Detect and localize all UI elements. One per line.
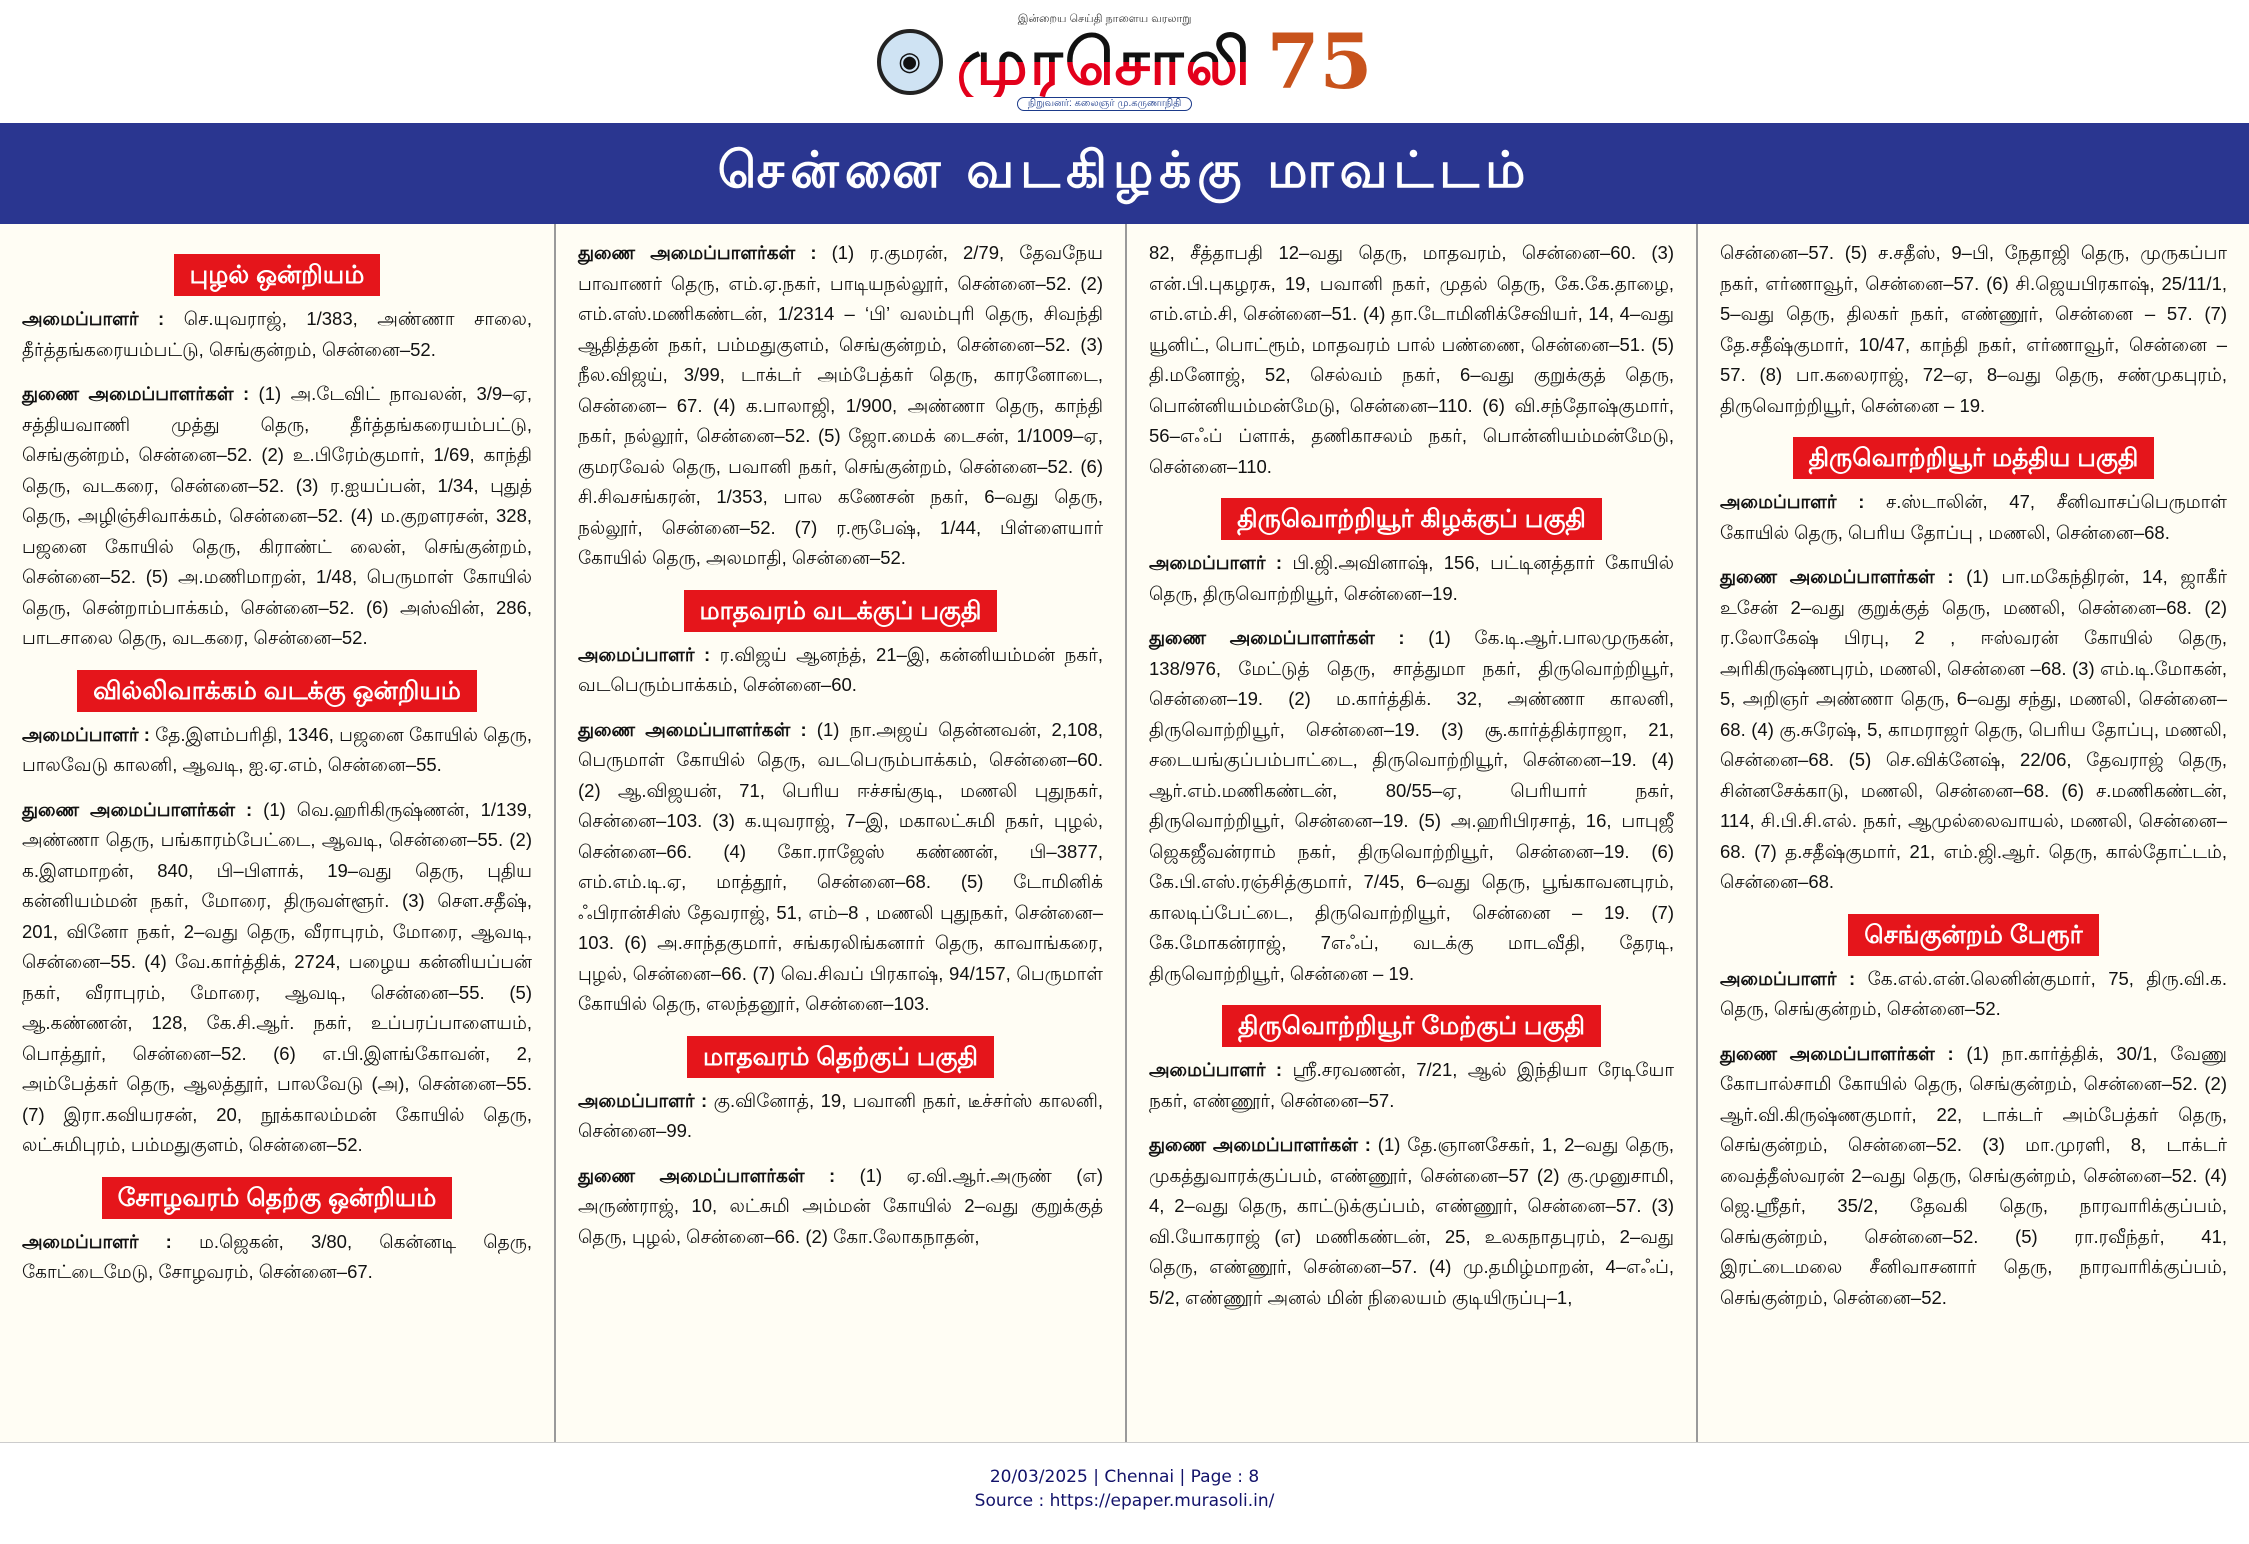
- section-heading: [22, 670, 532, 712]
- appointee-details: சென்னை–57. (5) ச.சதீஸ், 9–பி, நேதாஜி தெரு, முருகப்பா நகர், எர்ணாவூர், சென்னை–57. (6) சி.ஜெயபிரகாஷ், 25/11/1, 5–வது தெரு, திலகர் நகர், எண்ணூர், சென்னை – 57. (7) தே.சதீஷ்குமார், 10/47, காந்தி நகர், எர்ணாவூர், சென்னை – 57. (8) பா.கலைராஜ், 72–ஏ, 8–வது தெரு, சண்முகபுரம், திருவொற்றியூர், சென்னை – 19.: [1720, 242, 2227, 416]
- role-label: துணை அமைப்பாளர்கள் :: [578, 718, 807, 740]
- appointee-details: ம.ஜெகன், 3/80, கென்னடி தெரு, கோட்டைமேடு, சோழவரம், சென்னை–67.: [22, 1230, 533, 1282]
- section-heading: [22, 1177, 532, 1219]
- appointee-paragraph: [22, 720, 532, 781]
- appointee-paragraph: [1149, 548, 1674, 609]
- role-label: துணை அமைப்பாளர்கள் :: [578, 1164, 836, 1186]
- appointee-paragraph: [1720, 964, 2227, 1025]
- role-label: அமைப்பாளர் :: [578, 643, 711, 665]
- article-body: [0, 224, 2249, 1443]
- section-heading: [1149, 1005, 1674, 1047]
- section-heading: [1720, 437, 2227, 479]
- section-heading: [578, 1036, 1103, 1078]
- appointee-paragraph: [22, 304, 532, 365]
- section-heading-text: திருவொற்றியூர் மேற்குப் பகுதி: [1222, 1005, 1601, 1047]
- column-3: [1127, 224, 1698, 1442]
- district-banner: [0, 123, 2249, 224]
- appointee-details: (1) ர.குமரன், 2/79, தேவநேய பாவாணர் தெரு, எம்.ஏ.நகர், பாடியநல்லூர், சென்னை–52. (2) எம்.எஸ்.மணிகண்டன், 1/2314 – ‘பி’ வலம்புரி தெரு, சிவந்தி ஆதித்தன் நகர், பம்மதுகுளம், செங்குன்றம், சென்னை–52. (3) நீல.விஜய், 3/99, டாக்டர் அம்பேத்கர் தெரு, காரனோடை, சென்னை– 67. (4) க.பாலாஜி, 1/900, அண்ணா தெரு, காந்தி நகர், நல்லூர், சென்னை–52. (5) ஜோ.மைக் டைசன், 1/1009–ஏ, குமரவேல் தெரு, பவானி நகர், செங்குன்றம், சென்னை–52. (6) சி.சிவசங்கரன், 1/353, பால கணேசன் நகர், 6–வது தெரு, நல்லூர், சென்னை–52. (7) ர.ரூபேஷ், 1/44, பிள்ளையார் கோயில் தெரு, அலமாதி, சென்னை–52.: [578, 242, 1103, 568]
- anniversary-75-emblem: 75: [1266, 16, 1373, 106]
- appointee-details: கே.எல்.என்.லெனின்குமார், 75, திரு.வி.க. தெரு, செங்குன்றம், சென்னை–52.: [1720, 967, 2227, 1019]
- section-heading: [578, 590, 1103, 632]
- appointee-details: செ.யுவராஜ், 1/383, அண்ணா சாலை, தீர்த்தங்கரையம்பட்டு, செங்குன்றம், சென்னை–52.: [22, 308, 533, 360]
- appointee-details: ர.விஜய் ஆனந்த், 21–இ, கன்னியம்மன் நகர், வடபெரும்பாக்கம், சென்னை–60.: [578, 643, 1103, 695]
- role-label: அமைப்பாளர் :: [1149, 552, 1283, 573]
- appointee-paragraph: [1149, 1055, 1674, 1116]
- appointee-details: (1) நா.அஜய் தென்னவன், 2,108, பெருமாள் கோயில் தெரு, வடபெரும்பாக்கம், சென்னை–60. (2) ஆ.விஜயன், 71, பெரிய ஈச்சங்குடி, மணலி புதுநகர், சென்னை–103. (3) க.யுவராஜ், 7–இ, மகாலட்சுமி நகர், புழல், சென்னை–66. (4) கோ.ராஜேஸ் கண்ணன், பி–3877, எம்.எம்.டி.ஏ, மாத்தூர், சென்னை–68. (5) டோமினிக் ஃபிரான்சிஸ் தேவராஜ், 51, எம்–8 , மணலி புதுநகர், சென்னை–103. (6) அ.சாந்தகுமார், சங்கரலிங்கனார் தெரு, காவாங்கரை, புழல், சென்னை–66. (7) வெ.சிவப் பிரகாஷ், 94/157, பெருமாள் கோயில் தெரு, எலந்தனூர், சென்னை–103.: [578, 718, 1103, 1014]
- role-label: துணை அமைப்பாளர்கள் :: [1149, 627, 1405, 648]
- page-title: சென்னை வடகிழக்கு மாவட்டம்: [717, 142, 1532, 198]
- appointee-paragraph: [1720, 562, 2227, 898]
- appointee-paragraph: [1149, 238, 1674, 482]
- role-label: துணை அமைப்பாளர்கள் :: [1720, 566, 1954, 587]
- role-label: அமைப்பாளர் :: [1720, 491, 1865, 512]
- role-label: துணை அமைப்பாளர்கள் :: [1720, 1042, 1954, 1064]
- appointee-paragraph: [22, 379, 532, 654]
- section-heading-text: சோழவரம் தெற்கு ஒன்றியம்: [102, 1177, 453, 1219]
- logo-text: முரசொலி: [956, 25, 1253, 98]
- section-heading-text: புழல் ஒன்றியம்: [174, 254, 381, 296]
- section-heading-text: மாதவரம் வடக்குப் பகுதி: [684, 590, 998, 632]
- appointee-details: ஸ்ரீ.சரவணன், 7/21, ஆல் இந்தியா ரேடியோ நகர், எண்ணூர், சென்னை–57.: [1149, 1059, 1675, 1111]
- section-heading: [22, 254, 532, 296]
- role-label: அமைப்பாளர் :: [1720, 967, 1856, 989]
- appointee-paragraph: [578, 1161, 1103, 1253]
- section-heading: [1149, 498, 1674, 540]
- role-label: அமைப்பாளர் :: [578, 1089, 708, 1111]
- logo-subtitle: நிறுவனர்: கலைஞர் மு.கருணாநிதி: [1017, 97, 1193, 111]
- section-heading-text: திருவொற்றியூர் கிழக்குப் பகுதி: [1221, 498, 1602, 540]
- appointee-details: பி.ஜி.அவினாஷ், 156, பட்டினத்தார் கோயில் தெரு, திருவொற்றியூர், சென்னை–19.: [1149, 552, 1675, 604]
- party-seal-icon: ◉: [877, 29, 943, 95]
- appointee-details: (1) வெ.ஹரிகிருஷ்ணன், 1/139, அண்ணா தெரு, பங்காரம்பேட்டை, ஆவடி, சென்னை–55. (2) க.இளமாறன், 840, பி–பிளாக், 19–வது தெரு, புதிய கன்னியம்மன் நகர், மோரை, திருவள்ளூர். (3) செள.சதீஷ், 201, வினோ நகர், 2–வது தெரு, வீராபுரம், மோரை, ஆவடி, சென்னை–55. (4) வே.கார்த்திக், 2724, பழைய கன்னியப்பன் நகர், வீராபுரம், மோரை, ஆவடி, சென்னை–55. (5) ஆ.கண்ணன், 128, கே.சி.ஆர். நகர், உப்பரப்பாளையம், பொத்தூர், சென்னை–52. (6) எ.பி.இளங்கோவன், 2, அம்பேத்கர் தெரு, ஆலத்தூர், பாலவேடு (அ), சென்னை–55. (7) இரா.கவியரசன், 20, நூக்காலம்மன் கோயில் தெரு, லட்சுமிபுரம், பம்மதுகுளம், சென்னை–52.: [22, 798, 532, 1155]
- appointee-details: கு.வினோத், 19, பவானி நகர், டீச்சர்ஸ் காலனி, சென்னை–99.: [578, 1089, 1103, 1141]
- role-label: துணை அமைப்பாளர்கள் :: [1149, 1134, 1371, 1155]
- appointee-details: ச.ஸ்டாலின், 47, சீனிவாசப்பெருமாள் கோயில் தெரு, பெரிய தோப்பு , மணலி, சென்னை–68.: [1720, 491, 2227, 543]
- source-link[interactable]: Source : https://epaper.murasoli.in/: [974, 1491, 1275, 1511]
- role-label: அமைப்பாளர் :: [22, 723, 150, 745]
- appointee-details: (1) கே.டி.ஆர்.பாலமுருகன், 138/976, மேட்டுத் தெரு, சாத்துமா நகர், திருவொற்றியூர், சென்னை–19. (2) ம.கார்த்திக். 32, அண்ணா காலனி, திருவொற்றியூர், சென்னை–19. (3) சூ.கார்த்திக்ராஜா, 21, சடையங்குப்பம்பாட்டை, திருவொற்றியூர், சென்னை–19. (4) ஆர்.எம்.மணிகண்டன், 80/55–ஏ, பெரியார் நகர், திருவொற்றியூர், சென்னை–19. (5) அ.ஹரிபிரசாத், 16, பாபுஜீ ஜெகஜீவன்ராம் நகர், திருவொற்றியூர், சென்னை–19. (6) கே.பி.எஸ்.ரஞ்சித்குமார், 7/45, 6–வது தெரு, பூங்காவனபுரம், காலடிப்பேட்டை, திருவொற்றியூர், சென்னை – 19. (7) கே.மோகன்ராஜ், 7எஃப், வடக்கு மாடவீதி, தேரடி, திருவொற்றியூர், சென்னை – 19.: [1149, 627, 1674, 984]
- role-label: அமைப்பாளர் :: [22, 308, 165, 329]
- role-label: அமைப்பாளர் :: [1149, 1059, 1283, 1080]
- column-1: [0, 224, 556, 1442]
- role-label: அமைப்பாளர் :: [22, 1230, 172, 1252]
- appointee-paragraph: [1720, 1039, 2227, 1314]
- appointee-paragraph: [578, 640, 1103, 701]
- appointee-paragraph: [1149, 1130, 1674, 1313]
- murasoli-logo: [877, 7, 1373, 117]
- edition-info: 20/03/2025 | Chennai | Page : 8: [989, 1467, 1260, 1487]
- appointee-details: (1) அ.டேவிட் நாவலன், 3/9–ஏ, சத்தியவாணி முத்து தெரு, தீர்த்தங்கரையம்பட்டு, செங்குன்றம், சென்னை–52. (2) உ.பிரேம்குமார், 1/69, காந்தி தெரு, வடகரை, சென்னை–52. (3) ர.ஐயப்பன், 1/34, புதுத் தெரு, அழிஞ்சிவாக்கம், சென்னை–52. (4) ம.குறளரசன், 328, பஜனை கோயில் தெரு, கிராண்ட் லைன், செங்குன்றம், சென்னை–52. (5) அ.மணிமாறன், 1/48, பெருமாள் கோயில் தெரு, சென்றாம்பாக்கம், சென்னை–52. (6) அஸ்வின், 286, பாடசாலை தெரு, வடகரை, சென்னை–52.: [22, 383, 532, 648]
- appointee-details: (1) நா.கார்த்திக், 30/1, வேணு கோபால்சாமி கோயில் தெரு, செங்குன்றம், சென்னை–52. (2) ஆர்.வி.கிருஷ்ணகுமார், 22, டாக்டர் அம்பேத்கர் தெரு, செங்குன்றம், சென்னை–52. (3) மா.முரளி, 8, டாக்டர் வைத்தீஸ்வரன் 2–வது தெரு, செங்குன்றம், சென்னை–52. (4) ஜெ.ஸ்ரீதர், 35/2, தேவகி தெரு, நாரவாரிக்குப்பம், செங்குன்றம், சென்னை–52. (5) ரா.ரவீந்தர், 41, இரட்டைமலை சீனிவாசனார் தெரு, நாரவாரிக்குப்பம், செங்குன்றம், சென்னை–52.: [1720, 1042, 2227, 1308]
- appointee-details: (1) தே.ஞானசேகர், 1, 2–வது தெரு, முகத்துவாரக்குப்பம், எண்ணூர், சென்னை–57 (2) கு.முனுசாமி, 4, 2–வது தெரு, காட்டுக்குப்பம், எண்ணூர், சென்னை–57. (3) வி.யோகராஜ் (எ) மணிகண்டன், 25, உலகநாதபுரம், 2–வது தெரு, எண்ணூர், சென்னை–57. (4) மு.தமிழ்மாறன், 4–எஃப், 5/2, எண்ணூர் அனல் மின் நிலையம் குடியிருப்பு–1,: [1149, 1134, 1674, 1308]
- appointee-paragraph: [578, 1086, 1103, 1147]
- masthead: [0, 0, 2249, 123]
- appointee-paragraph: [1720, 238, 2227, 421]
- column-4: [1698, 224, 2249, 1442]
- section-heading-text: செங்குன்றம் பேரூர்: [1848, 914, 2098, 956]
- logo-wordmark: [957, 13, 1253, 111]
- role-label: துணை அமைப்பாளர்கள் :: [22, 798, 253, 820]
- role-label: துணை அமைப்பாளர்கள் :: [578, 242, 817, 263]
- appointee-paragraph: [578, 715, 1103, 1020]
- appointee-details: (1) ஏ.வி.ஆர்.அருண் (எ) அருண்ராஜ், 10, லட்சுமி அம்மன் கோயில் 2–வது குறுக்குத் தெரு, புழல், சென்னை–66. (2) கோ.லோகநாதன்,: [578, 1164, 1103, 1247]
- appointee-details: 82, சீத்தாபதி 12–வது தெரு, மாதவரம், சென்னை–60. (3) என்.பி.புகழரசு, 19, பவானி நகர், முதல் தெரு, கே.கே.தாழை, எம்.எம்.சி, சென்னை–51. (4) தா.டோமினிக்சேவியர், 14, 4–வது யூனிட், பொட்ரூம், மாதவரம் பால் பண்ணை, சென்னை–51. (5) தி.மனோஜ், 52, செல்வம் நகர், 6–வது குறுக்குத் தெரு, பொன்னியம்மன்மேடு, சென்னை–110. (6) வி.சந்தோஷ்குமார், 56–எஃப் ப்ளாக், தணிகாசலம் நகர், பொன்னியம்மன்மேடு, சென்னை–110.: [1149, 242, 1674, 477]
- section-heading-text: வில்லிவாக்கம் வடக்கு ஒன்றியம்: [77, 670, 477, 712]
- appointee-paragraph: [578, 238, 1103, 574]
- appointee-paragraph: [1720, 487, 2227, 548]
- role-label: துணை அமைப்பாளர்கள் :: [22, 383, 250, 404]
- column-2: [556, 224, 1127, 1442]
- appointee-paragraph: [22, 795, 532, 1161]
- appointee-details: (1) பா.மகேந்திரன், 14, ஜாகீர் உசேன் 2–வது குறுக்குத் தெரு, மணலி, சென்னை–68. (2) ர.லோகேஷ் பிரபு, 2 , ஈஸ்வரன் கோயில் தெரு, அரிகிருஷ்ணபுரம், மணலி, சென்னை –68. (3) எம்.டி.மோகன், 5, அறிஞர் அண்ணா தெரு, 6–வது சந்து, மணலி, சென்னை–68. (4) கு.சுரேஷ், 5, காமராஜர் தெரு, பெரிய தோப்பு, மணலி, சென்னை–68. (5) செ.விக்னேஷ், 22/06, தேவராஜ் தெரு, சின்னசேக்காடு, மணலி, சென்னை–68. (6) ச.மணிகண்டன், 114, சி.பி.சி.எல். நகர், ஆமுல்லைவாயல், மணலி, சென்னை–68. (7) த.சதீஷ்குமார், 21, எம்.ஜி.ஆர். தெரு, கால்தோட்டம், சென்னை–68.: [1720, 566, 2227, 892]
- section-heading-text: திருவொற்றியூர் மத்திய பகுதி: [1793, 437, 2155, 479]
- appointee-paragraph: [1149, 623, 1674, 989]
- logo-tagline: இன்றைய செய்தி நாளைய வரலாறு: [1017, 12, 1192, 25]
- appointee-details: தே.இளம்பரிதி, 1346, பஜனை கோயில் தெரு, பாலவேடு காலனி, ஆவடி, ஐ.ஏ.எம், சென்னை–55.: [22, 723, 532, 775]
- section-heading-text: மாதவரம் தெற்குப் பகுதி: [687, 1036, 994, 1078]
- section-heading: [1720, 914, 2227, 956]
- appointee-paragraph: [22, 1227, 532, 1288]
- page-footer: [0, 1465, 2249, 1513]
